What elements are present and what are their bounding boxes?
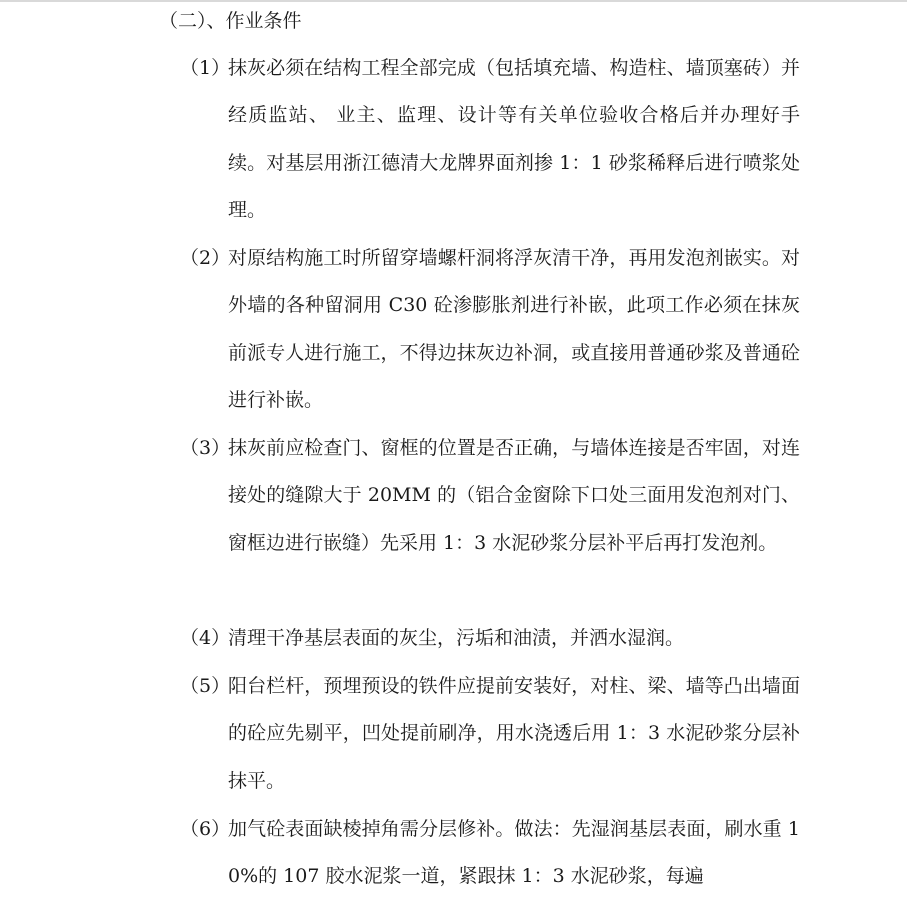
item-number: （6）	[180, 818, 231, 840]
item-text: 对原结构施工时所留穿墙螺杆洞将浮灰清干净，再用发泡剂嵌实。对外墙的各种留洞用 C30 砼渗膨胀剂进行补嵌，此项工作必须在抹灰前派专人进行施工，不得边抹灰边补洞，或直接用普通砂浆及普通砼进行补嵌。	[228, 247, 800, 411]
item-number: （1）	[180, 57, 231, 79]
list-item-4	[180, 615, 810, 662]
page-top-border	[0, 0, 907, 2]
item-text: 抹灰必须在结构工程全部完成（包括填充墙、构造柱、墙顶塞砖）并经质监站、 业主、监理、设计等有关单位验收合格后并办理好手续。对基层用浙江德清大龙牌界面剂掺 1：1 砂浆稀释后进行喷浆处理。	[228, 57, 800, 221]
item-number: （4）	[180, 627, 231, 649]
item-text: 加气砼表面缺棱掉角需分层修补。做法：先湿润基层表面，刷水重 10%的 107 胶水泥浆一道，紧跟抹 1：3 水泥砂浆，每遍	[228, 818, 800, 888]
item-number: （5）	[180, 675, 231, 697]
list-item-5	[180, 663, 810, 805]
item-number: （2）	[180, 247, 231, 269]
list-item-6	[180, 806, 810, 901]
item-text: 抹灰前应检查门、窗框的位置是否正确，与墙体连接是否牢固，对连接处的缝隙大于 20MM 的（铝合金窗除下口处三面用发泡剂对门、窗框边进行嵌缝）先采用 1：3 水泥砂浆分层补平后再打发泡剂。	[228, 437, 800, 554]
list-item-3	[180, 425, 810, 567]
item-text: 清理干净基层表面的灰尘，污垢和油渍，并洒水湿润。	[228, 627, 685, 649]
section-heading: （二）、作业条件	[159, 10, 302, 32]
list-item-2	[180, 235, 810, 424]
item-text: 阳台栏杆，预埋预设的铁件应提前安装好，对柱、梁、墙等凸出墙面的砼应先剔平，凹处提前刷净，用水浇透后用 1：3 水泥砂浆分层补抹平。	[228, 675, 800, 792]
item-number: （3）	[180, 437, 231, 459]
list-item-1	[180, 45, 810, 234]
